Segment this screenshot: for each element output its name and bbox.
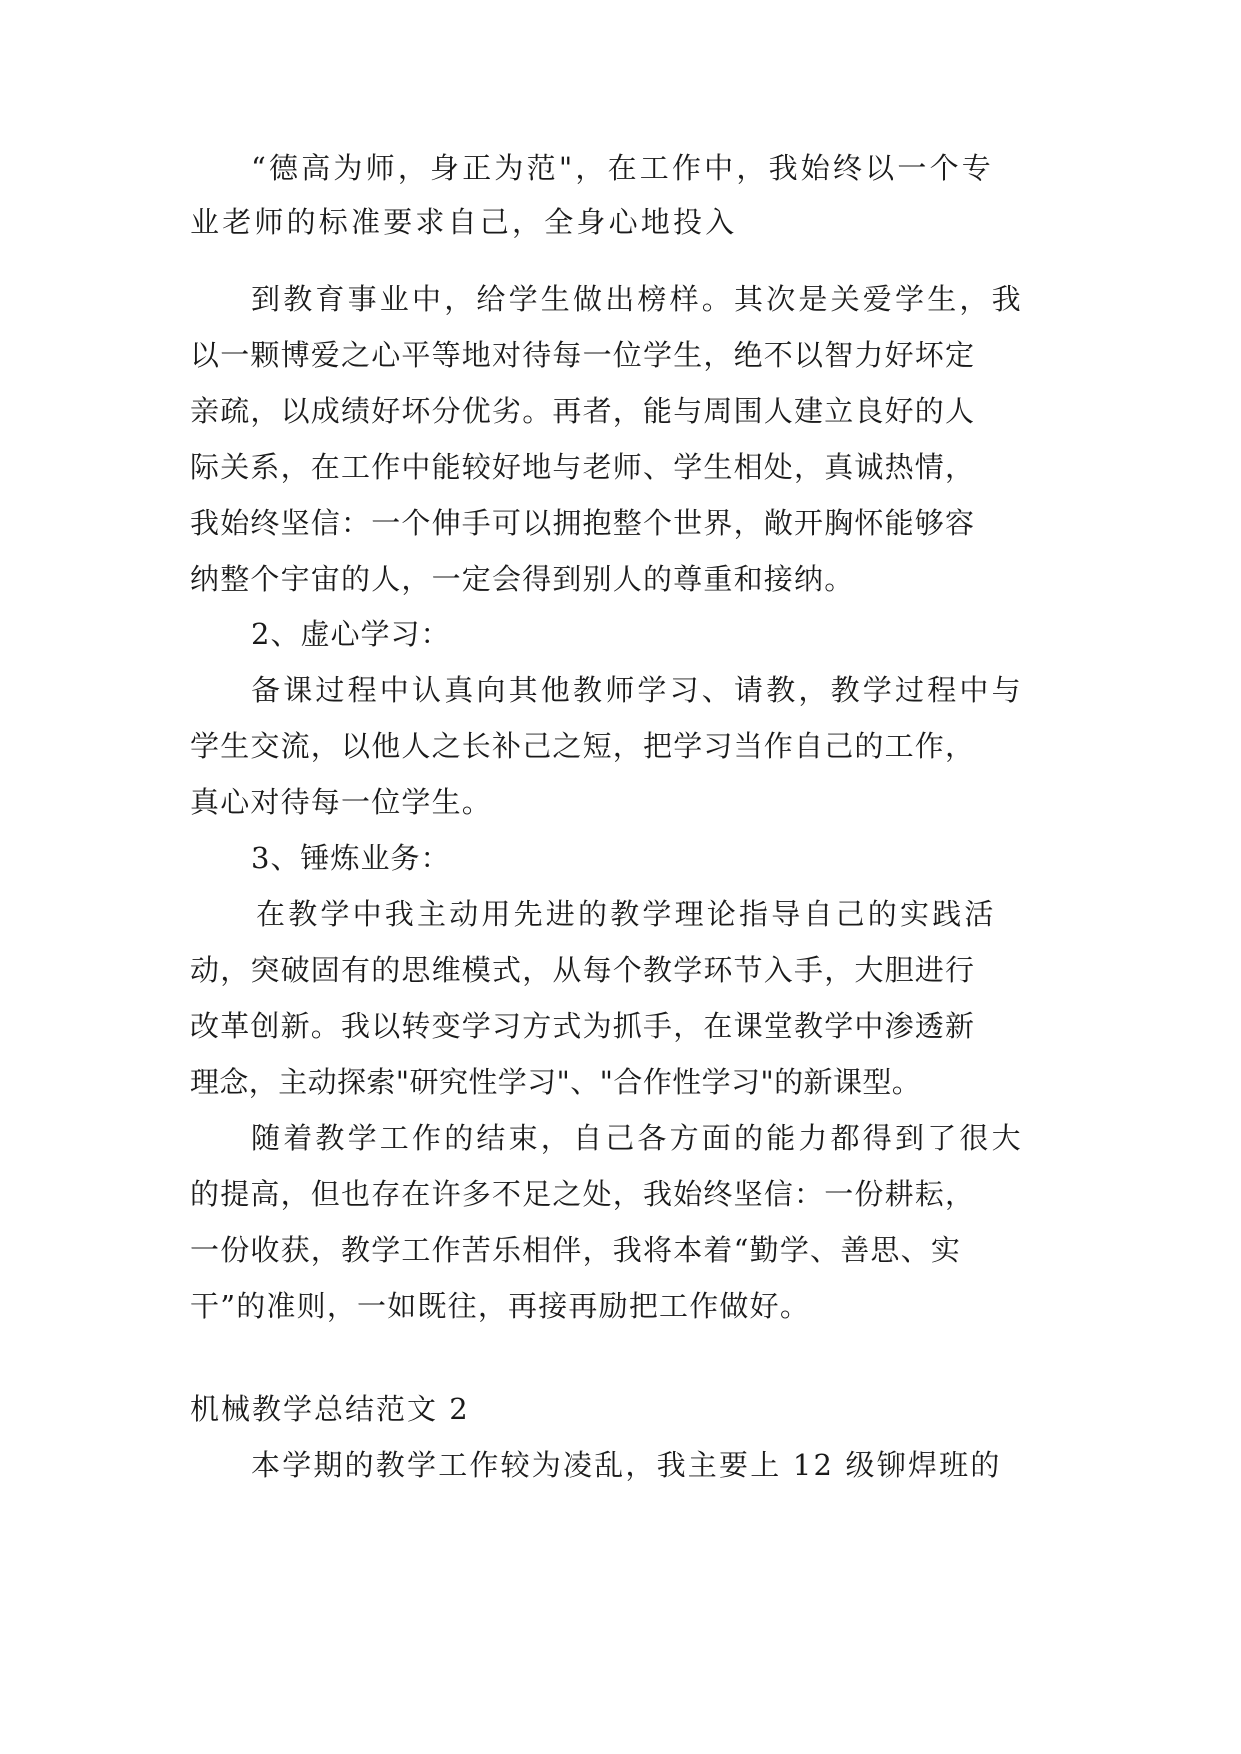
paragraph-line: 亲疏，以成绩好坏分优劣。再者，能与周围人建立良好的人 — [190, 394, 976, 428]
paragraph-line: 真心对待每一位学生。 — [190, 785, 493, 819]
paragraph-line: 纳整个宇宙的人，一定会得到别人的尊重和接纳。 — [190, 562, 855, 596]
paragraph-line: 际关系，在工作中能较好地与老师、学生相处，真诚热情， — [190, 450, 976, 484]
paragraph-line: 一份收获，教学工作苦乐相伴，我将本着“勤学、善思、实 — [190, 1233, 962, 1267]
paragraph-line: 本学期的教学工作较为凌乱，我主要上 12 级铆焊班的 — [251, 1448, 1002, 1482]
paragraph-line: 学生交流，以他人之长补己之短，把学习当作自己的工作， — [190, 729, 976, 763]
paragraph-line: 的提高，但也存在许多不足之处，我始终坚信：一份耕耘， — [190, 1177, 976, 1211]
paragraph-line: 业老师的标准要求自己，全身心地投入 — [190, 205, 738, 239]
paragraph-line: 改革创新。我以转变学习方式为抓手，在课堂教学中渗透新 — [190, 1009, 976, 1043]
paragraph-line: 理念，主动探索"研究性学习"、"合作性学习"的新课型。 — [190, 1065, 922, 1099]
paragraph-line: 干”的准则，一如既往，再接再励把工作做好。 — [190, 1289, 811, 1323]
subheading-virtual-learning: 2、虚心学习： — [251, 617, 451, 651]
paragraph-line: 备课过程中认真向其他教师学习、请教，教学过程中与 — [251, 673, 1024, 707]
paragraph-line: 随着教学工作的结束，自己各方面的能力都得到了很大 — [251, 1121, 1024, 1155]
paragraph-line: 动，突破固有的思维模式，从每个教学环节入手，大胆进行 — [190, 953, 976, 987]
paragraph-line: 到教育事业中，给学生做出榜样。其次是关爱学生，我 — [251, 282, 1024, 316]
paragraph-line: “德高为师，身正为范"，在工作中，我始终以一个专 — [251, 151, 994, 185]
paragraph-line: 以一颗博爱之心平等地对待每一位学生，绝不以智力好坏定 — [190, 338, 976, 372]
section-heading: 机械教学总结范文 2 — [190, 1392, 470, 1426]
subheading-training: 3、锤炼业务： — [251, 841, 451, 875]
paragraph-line: 我始终坚信：一个伸手可以拥抱整个世界，敞开胸怀能够容 — [190, 506, 976, 540]
paragraph-line: 在教学中我主动用先进的教学理论指导自己的实践活 — [256, 897, 997, 931]
